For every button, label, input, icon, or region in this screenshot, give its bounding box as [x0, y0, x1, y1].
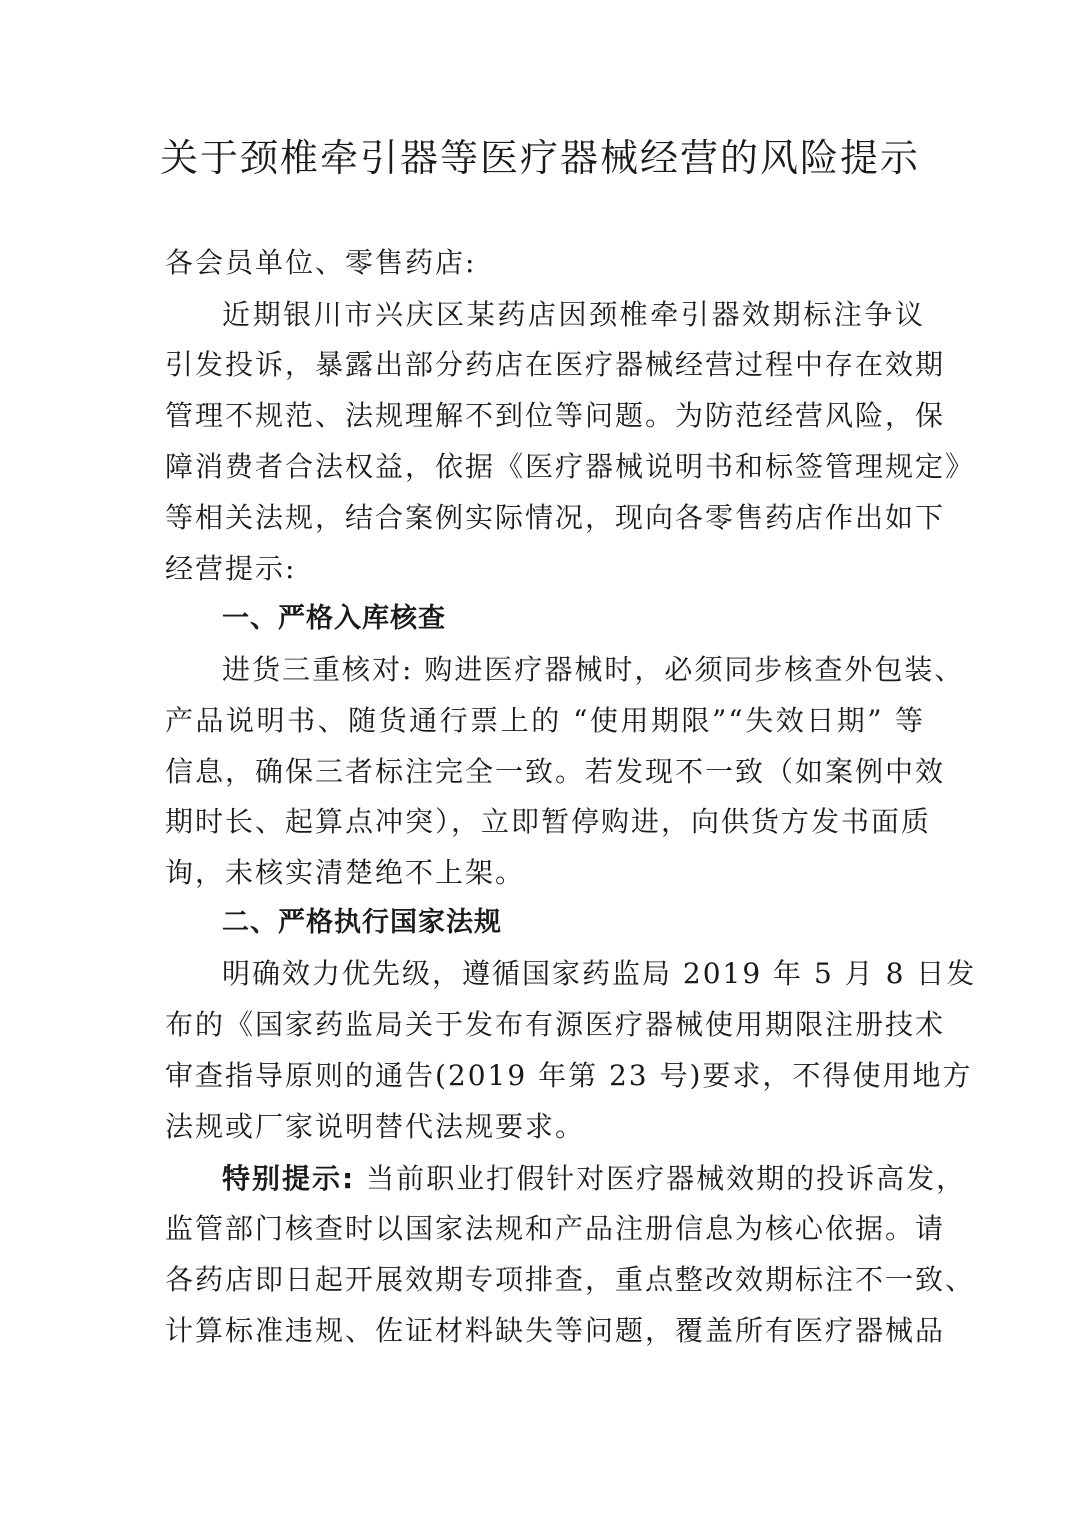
section1-line: 信息，确保三者标注完全一致。若发现不一致（如案例中效	[165, 755, 946, 788]
special-note-line	[222, 1159, 967, 1199]
section1-line: 进货三重核对: 购进医疗器械时，必须同步核查外包装、	[222, 653, 965, 686]
intro-line: 引发投诉，暴露出部分药店在医疗器械经营过程中存在效期	[165, 348, 946, 381]
special-note-label: 特别提示:	[222, 1162, 356, 1195]
section2-line: 明确效力优先级，遵循国家药监局 2019 年 5 月 8 日发	[222, 957, 977, 990]
section1-line: 询，未核实清楚绝不上架。	[165, 856, 526, 889]
section2-line: 法规或厂家说明替代法规要求。	[165, 1110, 586, 1143]
special-note-text: 当前职业打假针对医疗器械效期的投诉高发，	[355, 1162, 967, 1195]
section-heading-1: 一、严格入库核查	[222, 603, 446, 634]
intro-line: 等相关法规，结合案例实际情况，现向各零售药店作出如下	[165, 501, 946, 534]
document-title: 关于颈椎牵引器等医疗器械经营的风险提示	[159, 136, 920, 180]
intro-line: 管理不规范、法规理解不到位等问题。为防范经营风险，保	[165, 399, 946, 432]
section1-line: 期时长、起算点冲突），立即暂停购进，向供货方发书面质	[165, 805, 932, 838]
section2-line: 审查指导原则的通告(2019 年第 23 号)要求，不得使用地方	[165, 1059, 973, 1092]
section2-line: 布的《国家药监局关于发布有源医疗器械使用期限注册技术	[165, 1008, 946, 1041]
special-note-line: 各药店即日起开展效期专项排查，重点整改效期标注不一致、	[165, 1263, 976, 1296]
special-note-line: 监管部门核查时以国家法规和产品注册信息为核心依据。请	[165, 1212, 946, 1245]
salutation: 各会员单位、零售药店:	[165, 246, 477, 279]
section-heading-2: 二、严格执行国家法规	[222, 907, 502, 938]
intro-line: 经营提示:	[165, 552, 297, 585]
special-note-line: 计算标准违规、佐证材料缺失等问题，覆盖所有医疗器械品	[165, 1314, 946, 1347]
intro-line: 障消费者合法权益，依据《医疗器械说明书和标签管理规定》	[165, 450, 976, 483]
intro-line: 近期银川市兴庆区某药店因颈椎牵引器效期标注争议	[222, 298, 925, 331]
section1-line: 产品说明书、随货通行票上的 “使用期限”“失效日期” 等	[165, 704, 925, 737]
